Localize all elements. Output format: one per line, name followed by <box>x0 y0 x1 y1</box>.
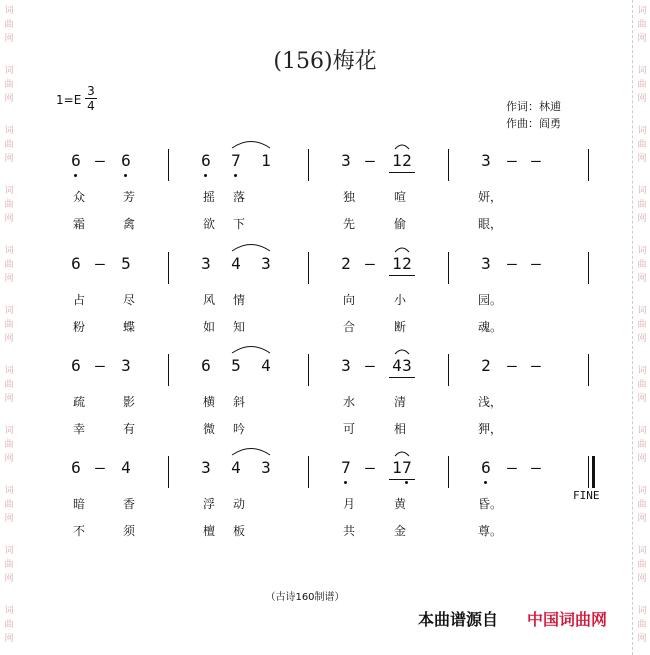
note-digit: 4 <box>231 458 241 477</box>
composer-credit: 作曲：阎勇 <box>506 117 561 130</box>
watermark-char: 曲 <box>637 380 647 390</box>
lyric-char: 落 <box>232 190 245 204</box>
lyric-char: 如 <box>202 320 215 334</box>
watermark-char: 词 <box>4 126 14 136</box>
lyric-char: 独 <box>342 190 355 204</box>
watermark-char: 曲 <box>637 140 647 150</box>
watermark-char: 词 <box>4 246 14 256</box>
note-digit: 3 <box>481 254 491 273</box>
watermark-char: 词 <box>4 6 14 16</box>
note-digit: 3 <box>481 151 491 170</box>
watermark-char: 曲 <box>4 260 14 270</box>
watermark-char: 网 <box>637 634 647 644</box>
note-digit: 3 <box>261 254 271 273</box>
lyric-char: 幸 <box>72 422 85 436</box>
note-digit: 6 <box>121 151 131 170</box>
watermark-char: 网 <box>4 514 14 524</box>
lyric-char: 横 <box>202 395 215 409</box>
lyric-char: 禽 <box>122 217 135 231</box>
lyric-char: 香 <box>122 497 135 511</box>
watermark-char: 曲 <box>4 560 14 570</box>
watermark-char: 网 <box>4 214 14 224</box>
lyric-char: 偷 <box>393 217 406 231</box>
lyric-char: 有 <box>122 422 135 436</box>
lyric-char: 情 <box>232 293 245 307</box>
watermark-char: 词 <box>637 246 647 256</box>
watermark-char: 网 <box>637 514 647 524</box>
lyric-char: 众 <box>72 190 85 204</box>
note-digit: 3 <box>201 458 211 477</box>
source-site: 中国词曲网 <box>527 610 608 629</box>
lyric-char: 妍， <box>478 190 503 204</box>
note-digit: 6 <box>71 356 81 375</box>
lyric-char: 檀 <box>202 524 215 538</box>
note-digit: 3 <box>341 356 351 375</box>
note-digit: 3 <box>201 254 211 273</box>
note-digit: – <box>507 254 517 273</box>
watermark-char: 网 <box>637 394 647 404</box>
watermark-char: 网 <box>637 214 647 224</box>
watermark-char: 词 <box>637 186 647 196</box>
lyric-char: 不 <box>72 524 85 538</box>
note-digit: 2 <box>402 151 412 170</box>
watermark-char: 词 <box>4 546 14 556</box>
lyric-char: 可 <box>342 422 355 436</box>
watermark-char: 曲 <box>4 140 14 150</box>
lyric-char: 金 <box>393 524 406 538</box>
watermark-char: 词 <box>637 306 647 316</box>
note-digit: 2 <box>341 254 351 273</box>
note-digit: 4 <box>261 356 271 375</box>
lyric-char: 板 <box>232 524 245 538</box>
lyric-char: 暗 <box>72 497 85 511</box>
slur-arc <box>232 142 270 149</box>
watermark-char: 词 <box>4 486 14 496</box>
note-digit: – <box>95 458 105 477</box>
tie-arc <box>395 248 409 252</box>
note-digit: – <box>531 356 541 375</box>
watermark-char: 网 <box>637 574 647 584</box>
note-digit: – <box>365 356 375 375</box>
watermark-char: 曲 <box>4 500 14 510</box>
lyric-char: 浮 <box>202 497 215 511</box>
watermark-char: 曲 <box>637 440 647 450</box>
note-digit: – <box>365 458 375 477</box>
note-digit: 3 <box>261 458 271 477</box>
slur-arc <box>232 449 270 456</box>
note-digit: 6 <box>481 458 491 477</box>
note-digit: 4 <box>231 254 241 273</box>
lyric-char: 合 <box>342 320 355 334</box>
note-digit: 3 <box>121 356 131 375</box>
note-digit: 4 <box>121 458 131 477</box>
lyric-char: 先 <box>342 217 355 231</box>
lyric-char: 水 <box>342 395 355 409</box>
watermark-char: 曲 <box>637 260 647 270</box>
slur-arc <box>232 347 270 354</box>
watermark-char: 曲 <box>4 80 14 90</box>
watermark-char: 网 <box>4 34 14 44</box>
source-prefix: 本曲谱源自 <box>418 610 499 629</box>
watermark-char: 词 <box>4 186 14 196</box>
note-digit: 4 <box>392 356 402 375</box>
lyric-char: 黄 <box>393 497 406 511</box>
watermark-char: 词 <box>637 366 647 376</box>
watermark-char: 词 <box>637 426 647 436</box>
watermark-char: 词 <box>4 66 14 76</box>
watermark-char: 网 <box>4 574 14 584</box>
lyric-char: 昏。 <box>478 497 503 511</box>
note-digit: 6 <box>71 151 81 170</box>
lyric-char: 风 <box>202 293 215 307</box>
lyric-char: 相 <box>393 422 406 436</box>
note-digit: 6 <box>201 151 211 170</box>
watermark-char: 词 <box>4 306 14 316</box>
lyric-char: 狎， <box>478 422 503 436</box>
lyric-char: 眼， <box>478 217 503 231</box>
watermark-char: 网 <box>4 274 14 284</box>
lyric-char: 蝶 <box>122 320 135 334</box>
note-digit: 6 <box>71 458 81 477</box>
note-digit: – <box>531 151 541 170</box>
watermark-char: 网 <box>637 454 647 464</box>
watermark-char: 词 <box>637 126 647 136</box>
note-digit: 1 <box>392 254 402 273</box>
note-digit: 1 <box>392 151 402 170</box>
note-digit: – <box>531 458 541 477</box>
lyric-char: 小 <box>393 293 406 307</box>
lyric-char: 疏 <box>72 395 85 409</box>
lyric-char: 斜 <box>232 395 245 409</box>
lyric-char: 喧 <box>393 190 406 204</box>
watermark-char: 曲 <box>637 500 647 510</box>
lyric-char: 占 <box>72 293 85 307</box>
watermark-char: 曲 <box>4 200 14 210</box>
watermark-char: 网 <box>4 394 14 404</box>
watermark-char: 网 <box>4 154 14 164</box>
watermark-char: 曲 <box>637 320 647 330</box>
watermark-char: 曲 <box>4 380 14 390</box>
lyric-char: 芳 <box>122 190 135 204</box>
meter-top: 3 <box>87 84 95 98</box>
note-digit: 5 <box>231 356 241 375</box>
watermark-char: 曲 <box>4 320 14 330</box>
lyric-char: 断 <box>393 320 406 334</box>
watermark-char: 词 <box>4 366 14 376</box>
song-title: (156)梅花 <box>273 49 377 74</box>
note-digit: 2 <box>402 254 412 273</box>
watermark-char: 网 <box>4 334 14 344</box>
footnote: （古诗160制谱） <box>265 592 345 603</box>
note-digit: 6 <box>201 356 211 375</box>
lyric-char: 月 <box>342 497 355 511</box>
watermark-char: 词 <box>4 606 14 616</box>
tie-arc <box>395 452 409 456</box>
fine-mark: FINE <box>573 489 600 502</box>
lyric-char: 共 <box>342 524 355 538</box>
note-digit: – <box>365 151 375 170</box>
tie-arc <box>395 350 409 354</box>
watermark-char: 曲 <box>4 620 14 630</box>
note-digit: 7 <box>231 151 241 170</box>
note-digit: 6 <box>71 254 81 273</box>
watermark-char: 曲 <box>637 200 647 210</box>
watermark-char: 曲 <box>637 80 647 90</box>
lyric-char: 下 <box>232 217 245 231</box>
note-digit: 7 <box>402 458 412 477</box>
lyric-char: 园。 <box>478 293 503 307</box>
lyric-char: 向 <box>342 293 355 307</box>
lyric-char: 粉 <box>72 320 85 334</box>
key-signature: 1=E <box>56 93 82 107</box>
note-digit: – <box>95 254 105 273</box>
note-digit: – <box>507 458 517 477</box>
watermark-char: 曲 <box>637 560 647 570</box>
watermark-char: 词 <box>637 546 647 556</box>
watermark-char: 网 <box>4 634 14 644</box>
lyric-char: 动 <box>232 497 245 511</box>
note-digit: 3 <box>402 356 412 375</box>
slur-arc <box>232 245 270 252</box>
lyric-char: 欲 <box>202 217 215 231</box>
watermark-char: 网 <box>637 34 647 44</box>
lyric-char: 尽 <box>122 293 135 307</box>
lyric-char: 吟 <box>232 422 245 436</box>
note-digit: – <box>531 254 541 273</box>
note-digit: 5 <box>121 254 131 273</box>
note-digit: – <box>95 151 105 170</box>
watermark-char: 网 <box>4 94 14 104</box>
note-digit: 3 <box>341 151 351 170</box>
lyricist-credit: 作词：林逋 <box>506 100 561 113</box>
lyric-char: 魂。 <box>478 320 503 334</box>
watermark-char: 网 <box>637 334 647 344</box>
watermark-char: 网 <box>637 94 647 104</box>
watermark-char: 词 <box>4 426 14 436</box>
watermark-char: 词 <box>637 66 647 76</box>
watermark-char: 词 <box>637 6 647 16</box>
watermark-char: 曲 <box>4 20 14 30</box>
watermark-char: 词 <box>637 606 647 616</box>
note-digit: – <box>95 356 105 375</box>
note-digit: 1 <box>392 458 402 477</box>
lyric-char: 影 <box>122 395 135 409</box>
tie-arc <box>395 145 409 149</box>
lyric-char: 霜 <box>72 217 85 231</box>
watermark-char: 网 <box>637 274 647 284</box>
lyric-char: 知 <box>232 320 245 334</box>
note-digit: – <box>507 356 517 375</box>
watermark-char: 网 <box>637 154 647 164</box>
watermark-char: 词 <box>637 486 647 496</box>
note-digit: – <box>507 151 517 170</box>
meter-bottom: 4 <box>87 99 95 113</box>
note-digit: 1 <box>261 151 271 170</box>
lyric-char: 尊。 <box>478 524 503 538</box>
watermark-char: 曲 <box>637 20 647 30</box>
lyric-char: 须 <box>122 524 135 538</box>
watermark-char: 网 <box>4 454 14 464</box>
lyric-char: 清 <box>393 395 406 409</box>
watermark-char: 曲 <box>4 440 14 450</box>
lyric-char: 摇 <box>202 190 215 204</box>
lyric-char: 微 <box>202 422 215 436</box>
lyric-char: 浅， <box>478 395 503 409</box>
note-digit: 7 <box>341 458 351 477</box>
watermark-char: 曲 <box>637 620 647 630</box>
note-digit: – <box>365 254 375 273</box>
note-digit: 2 <box>481 356 491 375</box>
